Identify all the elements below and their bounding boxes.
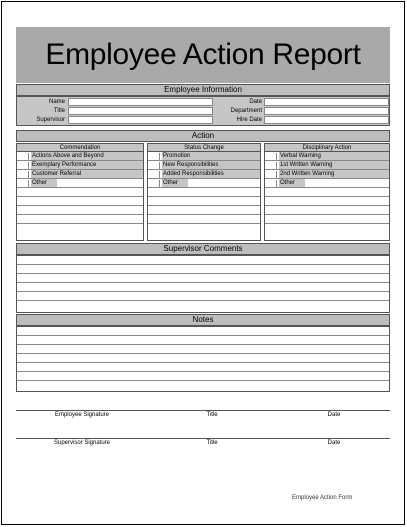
disciplinary-other xyxy=(265,179,389,188)
option-label: Customer Referral xyxy=(31,170,143,178)
other-label: Other xyxy=(279,179,305,187)
other-label: Other xyxy=(31,179,57,187)
checkbox[interactable] xyxy=(267,162,277,169)
signature-line-2[interactable] xyxy=(16,438,390,439)
department-label: Department xyxy=(230,108,262,114)
supervisor-comments-area[interactable] xyxy=(16,255,390,313)
info-row-3 xyxy=(17,116,389,125)
employee-title-label: Title xyxy=(206,412,218,418)
commendation-option xyxy=(17,152,143,161)
checkbox[interactable] xyxy=(267,153,277,160)
date-field[interactable] xyxy=(264,98,389,106)
name-field[interactable] xyxy=(68,98,213,106)
blank-line[interactable] xyxy=(148,206,260,215)
blank-line[interactable] xyxy=(148,215,260,224)
comment-line[interactable] xyxy=(17,274,389,283)
comment-line[interactable] xyxy=(17,265,389,274)
note-line[interactable] xyxy=(17,336,389,345)
blank-line[interactable] xyxy=(148,224,260,233)
supervisor-comments-header: Supervisor Comments xyxy=(16,243,390,255)
commendation-option xyxy=(17,161,143,170)
status-option xyxy=(148,170,260,179)
status-change-header: Status Change xyxy=(148,144,260,152)
checkbox[interactable] xyxy=(19,162,29,169)
comment-line[interactable] xyxy=(17,256,389,265)
form-footer: Employee Action Form xyxy=(292,495,353,501)
checkbox[interactable] xyxy=(150,153,160,160)
supervisor-title-label: Title xyxy=(206,440,218,446)
checkbox[interactable] xyxy=(267,171,277,178)
blank-line[interactable] xyxy=(17,197,143,206)
checkbox[interactable] xyxy=(267,180,277,187)
supervisor-date-label: Date xyxy=(327,440,341,446)
note-line[interactable] xyxy=(17,363,389,372)
hire-date-label: Hire Date xyxy=(236,117,262,123)
checkbox[interactable] xyxy=(150,162,160,169)
blank-line[interactable] xyxy=(265,224,389,233)
form-page xyxy=(1,1,405,525)
option-label: Promotion xyxy=(162,152,260,160)
note-line[interactable] xyxy=(17,345,389,354)
supervisor-signature-label: Supervisor Signature xyxy=(53,440,111,446)
disciplinary-header: Disciplinary Action xyxy=(265,144,389,152)
action-header: Action xyxy=(16,130,390,142)
blank-line[interactable] xyxy=(265,197,389,206)
status-other xyxy=(148,179,260,188)
comment-line[interactable] xyxy=(17,283,389,292)
blank-line[interactable] xyxy=(17,206,143,215)
option-label: 2nd Written Warning xyxy=(279,170,389,178)
info-row-1 xyxy=(17,98,389,107)
info-row-2 xyxy=(17,107,389,116)
title-field[interactable] xyxy=(68,107,213,115)
employee-info-header: Employee Information xyxy=(16,84,390,96)
disciplinary-option xyxy=(265,170,389,179)
option-label: Added Responsibilities xyxy=(162,170,260,178)
blank-line[interactable] xyxy=(265,206,389,215)
employee-info-panel xyxy=(16,96,390,126)
signature-line-1[interactable] xyxy=(16,410,390,411)
date-label: Date xyxy=(249,99,262,105)
status-option xyxy=(148,161,260,170)
commendation-header: Commendation xyxy=(17,144,143,152)
disciplinary-option xyxy=(265,161,389,170)
option-label: Actions Above and Beyond xyxy=(31,152,143,160)
blank-line[interactable] xyxy=(148,188,260,197)
commendation-column xyxy=(16,143,144,241)
option-label: 1st Written Warning xyxy=(279,161,389,169)
checkbox[interactable] xyxy=(150,171,160,178)
note-line[interactable] xyxy=(17,354,389,363)
blank-line[interactable] xyxy=(17,215,143,224)
note-line[interactable] xyxy=(17,372,389,381)
notes-header: Notes xyxy=(16,314,390,326)
commendation-option xyxy=(17,170,143,179)
commendation-other xyxy=(17,179,143,188)
supervisor-field[interactable] xyxy=(68,116,213,124)
other-label: Other xyxy=(162,179,188,187)
name-label: Name xyxy=(48,99,65,105)
option-label: New Responsibilities xyxy=(162,161,260,169)
status-change-column xyxy=(147,143,261,241)
supervisor-label: Supervisor xyxy=(36,117,65,123)
option-label: Verbal Warning xyxy=(279,152,389,160)
hire-date-field[interactable] xyxy=(264,116,389,124)
disciplinary-column xyxy=(264,143,390,241)
note-line[interactable] xyxy=(17,327,389,336)
title-banner xyxy=(16,27,390,83)
employee-signature-label: Employee Signature xyxy=(54,412,110,418)
title-label: Title xyxy=(53,108,65,114)
status-option xyxy=(148,152,260,161)
comment-line[interactable] xyxy=(17,292,389,301)
blank-line[interactable] xyxy=(17,188,143,197)
notes-area[interactable] xyxy=(16,326,390,392)
comment-line[interactable] xyxy=(17,301,389,310)
blank-line[interactable] xyxy=(148,197,260,206)
checkbox[interactable] xyxy=(19,153,29,160)
page-title: Employee Action Report xyxy=(45,38,361,71)
department-field[interactable] xyxy=(264,107,389,115)
blank-line[interactable] xyxy=(17,224,143,233)
employee-date-label: Date xyxy=(327,412,341,418)
disciplinary-option xyxy=(265,152,389,161)
note-line[interactable] xyxy=(17,381,389,390)
blank-line[interactable] xyxy=(265,188,389,197)
checkbox[interactable] xyxy=(19,180,29,187)
checkbox[interactable] xyxy=(19,171,29,178)
option-label: Exemplary Performance xyxy=(31,161,143,169)
blank-line[interactable] xyxy=(265,215,389,224)
checkbox[interactable] xyxy=(150,180,160,187)
